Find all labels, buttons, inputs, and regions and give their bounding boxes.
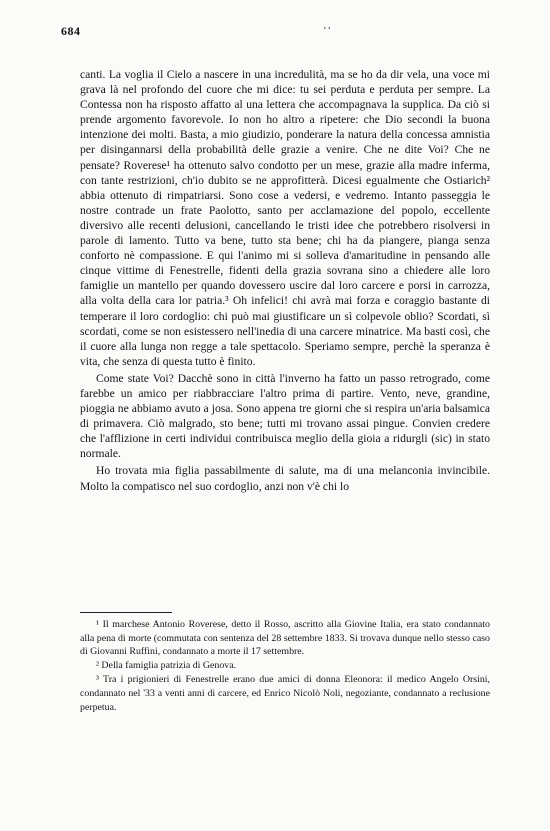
- paragraph: canti. La voglia il Cielo a nascere in una incredulità, ma se ho da dir vela, una voce mi grava là nel profondo del cuore che mi dice: tu sei perduta e perduta per sempre. La Contessa non ha risposto affatto al una lettera che accompagnava la supplica. Da ciò si prende argomento favorevole. Io non ho altro a ripetere: che Dio secondi la buona intenzione dei molti. Basta, a mio giudizio, ponderare la natura della concessa amnistia per disingannarsi della probabilità delle grazie a venire. Che ne dite Voi? Che ne pensate? Roverese¹ ha ottenuto salvo condotto per un mese, grazie alla madre inferma, con tante restrizioni, ch'io dubito se ne approfitterà. Dicesi egualmente che Ostiarich² abbia ottenuto di rimpatriarsi. Sono cose a vedersi, e vedremo. Intanto passeggia le nostre contrade un frate Paolotto, santo per acclamazione del popolo, eccellente diversivo alle recenti delusioni, cancellando le tristi idee che potrebbero risolversi in parole di lamento. Tutto va bene, tutto sta bene; chi ha da piangere, pianga senza conforto nè compassione. E qui l'animo mi si solleva d'amaritudine in pensando alle cinque vittime di Fenestrelle, fidenti della grazia sovrana sino a chiedere alle loro famiglie un mantello per quando dovessero uscire dal loro carcere e porsi in carrozza, alla volta della cara lor patria.³ Oh infelici! chi avrà mai forza e coraggio bastante di temperare il loro cordoglio: chi può mai giustificare un sì colpevole oblio? Scordati, sì scordati, come se non esistessero nell'inedia di una carcere minatrice. Ma basti così, che il cuore alla lunga non regge a tale spettacolo. Speriamo sempre, perchè la speranza è vita, che senza di questa tutto è finito.: [80, 68, 490, 368]
- footnote: ¹ Il marchese Antonio Roverese, detto il Rosso, ascritto alla Giovine Italia, era stato condannato alla pena di morte (commutata con sentenza del 28 settembre 1833. Si trovava dunque nello stesso caso di Giovanni Ruffini, condannato a morte il 17 settembre.: [80, 619, 490, 658]
- page-number: 684: [61, 24, 81, 38]
- footnote: ² Della famiglia patrizia di Genova.: [96, 660, 237, 672]
- footnote-divider: [80, 612, 172, 613]
- header-mark: ' ': [324, 26, 331, 37]
- footnote: ³ Tra i prigionieri di Fenestrelle erano due amici di donna Eleonora: il medico Angelo Orsini, condannato nel '33 a venti anni di carcere, ed Enrico Nicolò Noli, negoziante, condannato a reclusione perpetua.: [80, 674, 490, 713]
- body-text: [80, 67, 490, 496]
- footnotes: [80, 618, 490, 715]
- paragraph: Come state Voi? Dacchè sono in città l'inverno ha fatto un passo retrogrado, come farebbe un amico per riabbracciare l'altro prima di partire. Vento, neve, grandine, pioggia ne abbiamo avuto a josa. Sono appena tre giorni che si respira un'aria balsamica di primavera. Ciò malgrado, sto bene; tutti mi trovano assai pingue. Convien credere che l'afflizione in certi individui contribuisca meglio della gioia a ridurgli (sic) in stato normale.: [80, 371, 490, 461]
- paragraph: Ho trovata mia figlia passabilmente di salute, ma di una melanconia invincibile. Molto la compatisco nel suo cordoglio, anzi non v'è chi lo: [80, 464, 490, 493]
